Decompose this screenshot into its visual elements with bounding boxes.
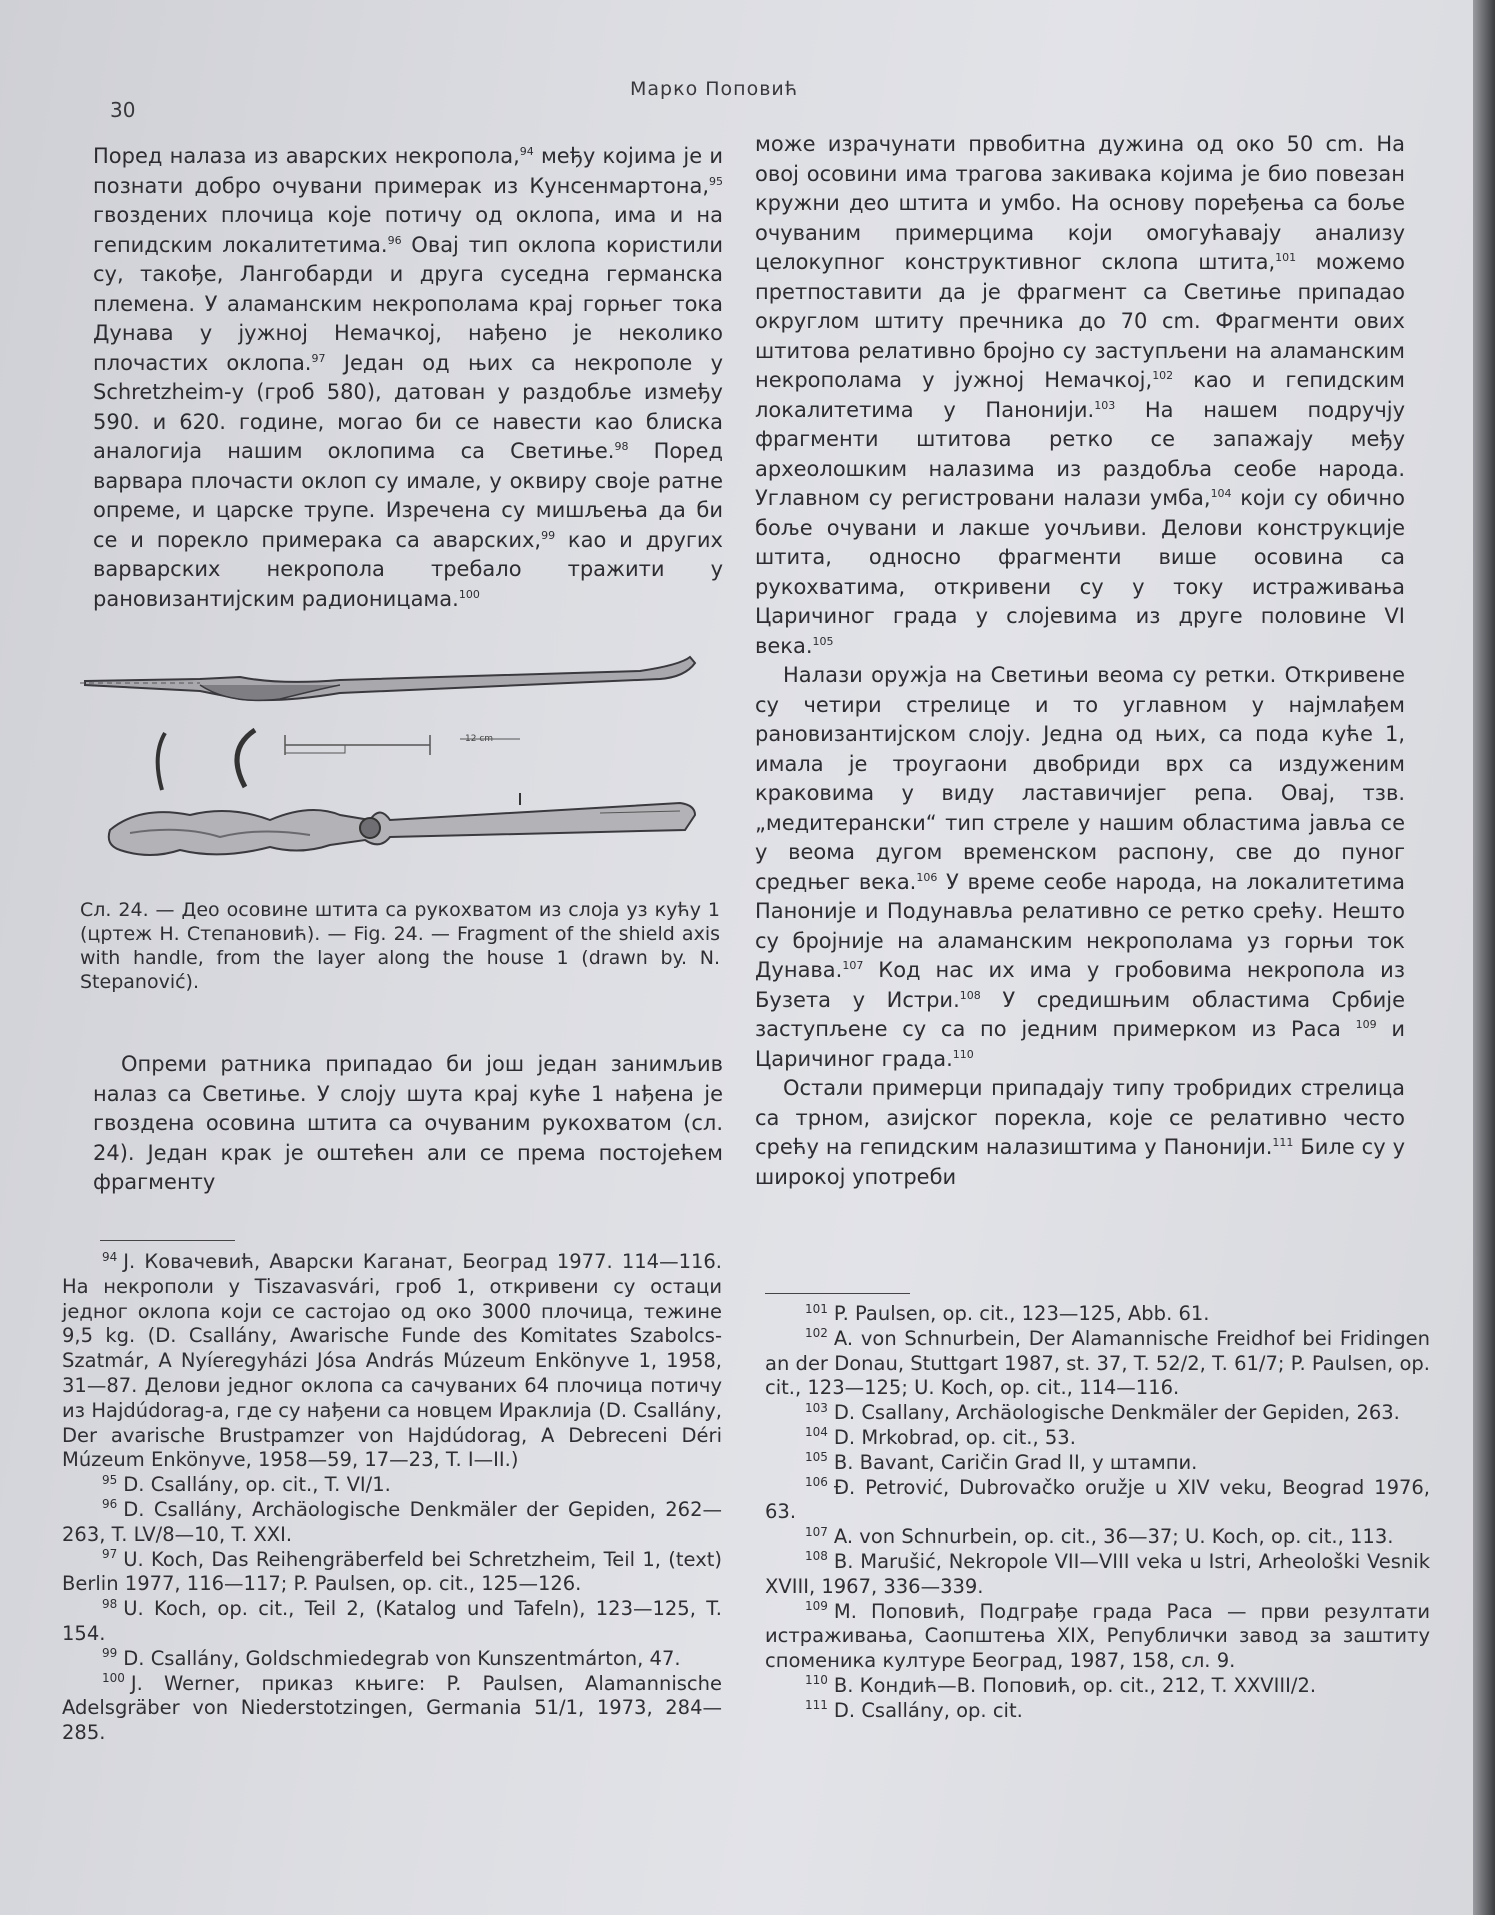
footnote-ref[interactable]: 97: [311, 351, 326, 365]
footnote-text: Đ. Petrović, Dubrovačko oružje u XIV veku, Beograd 1976, 63.: [765, 1475, 1430, 1524]
footnote-number: 95: [102, 1472, 118, 1487]
text-run: Код нас их има у гробовима некропола из Бузета у Истри.: [755, 958, 1405, 1012]
footnote-text: D. Csallány, Archäologische Denkmäler der Gepiden, 262—263, T. LV/8—10, T. XXI.: [62, 1497, 722, 1546]
text-run: Поред налаза из аварских некропола,: [93, 144, 520, 168]
figure-caption: Сл. 24. — Део осовине штита са рукохватом из слоја уз кућу 1 (цртеж Н. Степановић). — Fig. 24. — Fragment of the shield axis with handle, from the layer along the house 1 (drawn by. N. Stepanović).: [80, 899, 720, 993]
footnote-number: 109: [805, 1599, 828, 1614]
footnote-number: 106: [805, 1475, 828, 1490]
footnote-107: [765, 1525, 1430, 1550]
footnote-text: B. Bavant, Caričin Grad II, у штампи.: [833, 1450, 1198, 1474]
footnotes-left: [62, 1250, 722, 1746]
paragraph-armor: [93, 142, 723, 614]
footnote-ref[interactable]: 95: [709, 174, 723, 188]
footnote-text: D. Mrkobrad, op. cit., 53.: [833, 1425, 1076, 1449]
footnote-110: [765, 1674, 1430, 1699]
text-run: Овај тип оклопа користили су, такође, Лангобарди и друга суседна германска племена. У аламанским некрополама крај горњег тока Дунава у јужној Немачкој, нађено је неколико плочастих оклопа.: [93, 232, 723, 375]
footnote-99: [62, 1647, 722, 1672]
footnote-number: 103: [805, 1400, 828, 1415]
scale-label: 12 cm: [465, 734, 494, 744]
footnote-number: 97: [102, 1547, 118, 1562]
text-run: Биле су у широкој употреби: [755, 1135, 1405, 1189]
footnote-number: 102: [805, 1326, 828, 1341]
footnote-98: [62, 1597, 722, 1647]
footnotes-right: [765, 1302, 1430, 1724]
footnote-number: 96: [102, 1497, 118, 1512]
footnote-number: 108: [805, 1549, 828, 1564]
footnote-108: [765, 1550, 1430, 1600]
footnote-text: B. Marušić, Nekropole VII—VIII veka u Istri, Arheološki Vesnik XVIII, 1967, 336—339.: [765, 1549, 1430, 1598]
footnote-text: B. Кондић—B. Поповић, op. cit., 212, T. XXVIII/2.: [833, 1673, 1317, 1697]
footnote-100: [62, 1672, 722, 1746]
footnote-text: M. Поповић, Подграђе града Раса — први резултати истраживања, Саопштења XIX, Републички завод за заштиту споменика културе Београд, 1987, 158, сл. 9.: [765, 1599, 1430, 1673]
text-run: Поред варвара плочасти оклоп су имале, у оквиру своје ратне опреме, и царске трупе. Изречена су мишљења да би се и порекло примерака са аварских,: [93, 439, 723, 552]
text-run: У средишњим областима Србије заступљене су са по једним примерком из Раса: [755, 987, 1405, 1041]
text-run: Налази оружја на Светињи веома су ретки. Откривене су четири стрелице и то углавном у најмлађем рановизантијском слоју. Једна од њих, са пода куће 1, имала је троугаони двобриди врх са издуженим краковима у виду ластавичијег репа. Овај, тзв. „медитерански“ тип стреле у нашим областима јавља се у веома дугом временском распону, све до пуног средњег века.: [755, 663, 1405, 894]
footnote-text: J. Ковачевић, Аварски Каганат, Београд 1977. 114—116. На некрополи у Tiszavasvári, гроб 1, откривени су остаци једног оклопа који се састојао од око 3000 плочица, тежине 9,5 kg. (D. Csallány, Awarische Funde des Komitates Szabolcs-Szatmár, A Nyíeregyházi Jósa András Múzeum Enkönyve 1, 1958, 31—87. Делови једног оклопа са сачуваних 64 плочица потичу из Hajdúdorag-a, где су нађени са новцем Ираклија (D. Csallány, Der avarische Brustpamzer von Hajdúdorag, A Debreceni Déri Múzeum Enkönyve, 1958—59, 17—23, T. I—II.): [62, 1250, 722, 1472]
footnote-ref[interactable]: 104: [1210, 487, 1232, 500]
footnote-text: D. Csallány, Goldschmiedegrab von Kunszentmárton, 47.: [123, 1646, 681, 1670]
footnote-number: 111: [805, 1698, 828, 1713]
text-run: У време сеобе народа, на локалитетима Паноније и Подунавља релативно се ретко срећу. Нешто су бројније на аламанским некрополама уз горњи ток Дунава.: [755, 869, 1405, 982]
footnote-number: 99: [102, 1646, 118, 1661]
footnote-96: [62, 1498, 722, 1548]
footnote-number: 101: [805, 1301, 828, 1316]
footnote-97: [62, 1548, 722, 1598]
footnote-ref[interactable]: 96: [387, 233, 402, 247]
footnote-text: U. Koch, Das Reihengräberfeld bei Schretzheim, Teil 1, (text) Berlin 1977, 116—117; P. Paulsen, op. cit., 125—126.: [62, 1547, 722, 1596]
text-run: као и гепидским локалитетима у Панонији.: [755, 368, 1405, 422]
text-run: Остали примерци припадају типу тробридих стрелица са трном, азијског порекла, које се релативно често срећу на гепидским налазиштима у Панонији.: [755, 1076, 1405, 1159]
footnote-text: A. von Schnurbein, Der Alamannische Freidhof bei Fridingen an der Donau, Stuttgart 1987, st. 37, T. 52/2, T. 61/7; P. Paulsen, op. cit., 123—125; U. Koch, op. cit., 114—116.: [765, 1326, 1430, 1400]
footnote-number: 100: [102, 1671, 125, 1686]
footnote-text: A. von Schnurbein, op. cit., 36—37; U. Koch, op. cit., 113.: [833, 1525, 1394, 1549]
paragraph-shield: Опреми ратника припадао би још један занимљив налаз са Светиње. У слоју шута крај куће 1 нађена је гвоздена осовина штита са очуваним рукохватом (сл. 24). Један крак је оштећен али се према постојећем фрагменту: [93, 1052, 723, 1194]
footnote-ref[interactable]: 110: [952, 1047, 974, 1061]
footnote-ref[interactable]: 103: [1094, 398, 1116, 412]
footnote-106: [765, 1476, 1430, 1526]
right-column: [755, 130, 1405, 1192]
footnote-divider-left: [100, 1240, 235, 1241]
footnote-ref[interactable]: 107: [842, 959, 864, 972]
footnote-text: J. Werner, приказ књиге: P. Paulsen, Alamannische Adelsgräber von Niederstotzingen, Germania 51/1, 1973, 284—285.: [62, 1671, 722, 1745]
text-run: Један од њих са некрополе у Schretzheim-у (гроб 580), датован у раздобље између 590. и 620. године, могао би се навести као блиска аналогија нашим оклопима са Светиње.: [93, 350, 723, 463]
footnote-text: D. Csallany, Archäologische Denkmäler der Gepiden, 263.: [833, 1401, 1400, 1425]
footnote-104: [765, 1426, 1430, 1451]
paragraph-arrows: [755, 661, 1405, 1074]
text-run: као и других варварских некропола требало тражити у рановизантијским радионицама.: [93, 527, 723, 611]
footnote-number: 104: [805, 1425, 828, 1440]
footnote-ref[interactable]: 108: [959, 988, 981, 1002]
footnote-number: 105: [805, 1450, 828, 1465]
footnote-text: D. Csallány, op. cit., T. VI/1.: [123, 1473, 391, 1497]
footnote-ref[interactable]: 101: [1275, 251, 1297, 264]
text-run: може израчунати првобитна дужина од око 50 cm. На овој осовини има трагова закивака којима је био повезан кружни део штита и умбо. На основу поређења са боље очуваним примерцима који омогућавају анализу целокупног конструктивног склопа штита,: [755, 132, 1405, 274]
footnote-ref[interactable]: 105: [812, 634, 834, 648]
footnote-ref[interactable]: 111: [1272, 1136, 1294, 1149]
footnote-ref[interactable]: 109: [1355, 1018, 1377, 1031]
footnote-text: P. Paulsen, op. cit., 123—125, Abb. 61.: [833, 1302, 1210, 1325]
footnote-111: [765, 1699, 1430, 1724]
footnote-divider-right: [765, 1293, 910, 1294]
left-column-top: [93, 142, 723, 614]
page-number: 30: [110, 98, 136, 122]
footnote-number: 98: [102, 1596, 118, 1611]
figure-24-drawing: [80, 655, 725, 880]
paragraph-arrows-types: [755, 1074, 1405, 1192]
text-run: међу којима је и познати добро очувани примерак из Кунсенмартона,: [93, 144, 723, 198]
running-header: Марко Поповић: [630, 78, 799, 100]
footnote-ref[interactable]: 98: [614, 440, 629, 453]
footnote-ref[interactable]: 102: [1152, 369, 1174, 382]
footnote-105: [765, 1451, 1430, 1476]
footnote-95: [62, 1473, 722, 1498]
footnote-109: [765, 1600, 1430, 1674]
footnote-102: [765, 1327, 1430, 1401]
footnote-number: 110: [805, 1673, 828, 1688]
text-run: који су обично боље очувани и лакше уочљиви. Делови конструкције штита, односно фрагменти више осовина са рукохватима, откривени су у току истраживања Царичиног града у слојевима из друге половине VI века.: [755, 486, 1405, 658]
footnote-94: [62, 1250, 722, 1473]
footnote-103: [765, 1401, 1430, 1426]
footnote-101: [765, 1302, 1430, 1327]
footnote-ref[interactable]: 106: [916, 870, 938, 884]
footnote-text: U. Koch, op. cit., Teil 2, (Katalog und Tafeln), 123—125, T. 154.: [62, 1597, 722, 1645]
left-column-bottom: [93, 1050, 723, 1198]
text-run: гвоздених плочица које потичу од оклопа, има и на гепидским локалитетима.: [93, 203, 723, 257]
page-edge-shadow: [1473, 0, 1495, 1915]
text-run: На нашем подручју фрагменти штитова ретко се запажају међу археолошким налазима из раздобља сеобе народа. Углавном су регистровани налази умба,: [755, 397, 1405, 510]
footnote-ref[interactable]: 100: [458, 587, 480, 601]
paragraph-shield-continued: [755, 130, 1405, 661]
footnote-text: D. Csallány, op. cit.: [833, 1698, 1023, 1722]
footnote-ref[interactable]: 99: [541, 528, 556, 542]
text-run: и Царичиног града.: [755, 1017, 1405, 1071]
footnote-number: 107: [805, 1524, 828, 1539]
footnote-number: 94: [102, 1249, 118, 1264]
shield-axis-drawing: [80, 655, 725, 880]
text-run: можемо претпоставити да је фрагмент са Светиње припадао округлом штиту пречника до 70 cm. Фрагменти ових штитова релативно бројно су заступљени на аламанским некрополама у јужној Немачкој,: [755, 250, 1405, 392]
footnote-ref[interactable]: 94: [519, 145, 534, 158]
